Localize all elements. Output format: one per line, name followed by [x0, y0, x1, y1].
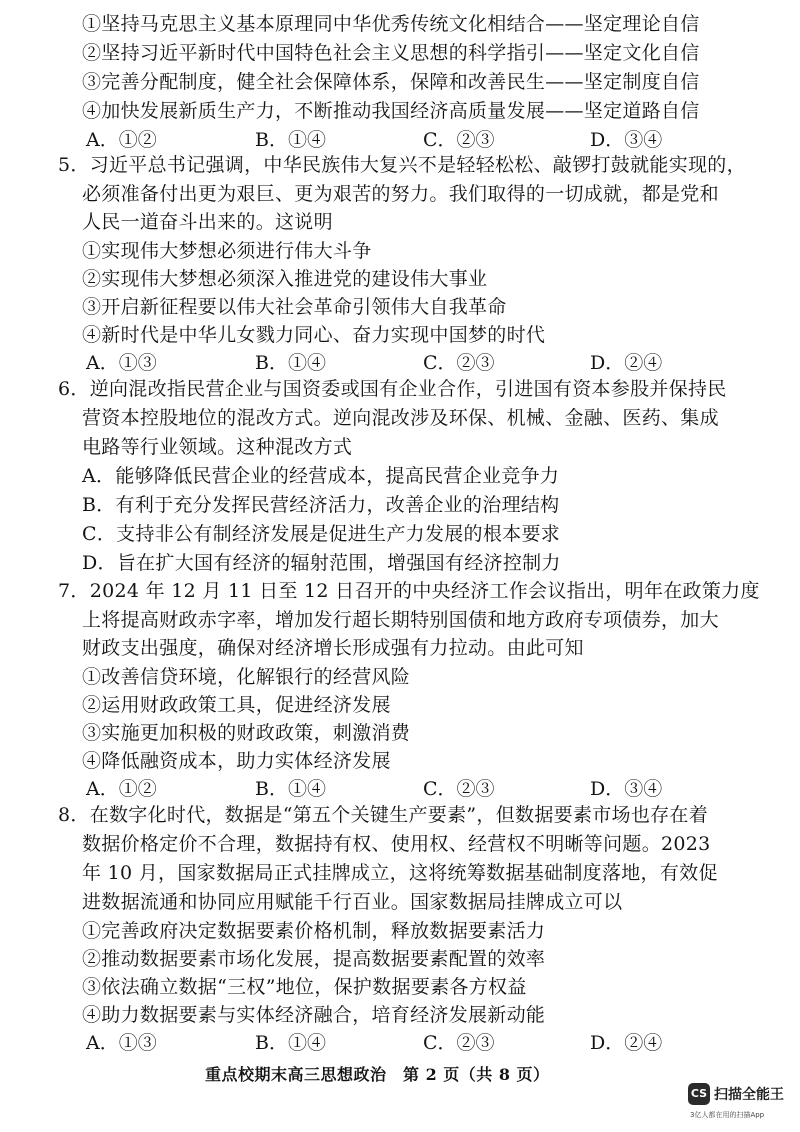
q5-statement-4: ④新时代是中华儿女戮力同心、奋力实现中国梦的时代 — [82, 324, 546, 346]
q5-option-c: C．②③ — [423, 352, 495, 374]
q4-statement-3: ③完善分配制度，健全社会保障体系，保障和改善民生——坚定制度自信 — [82, 71, 700, 93]
q7-option-c: C．②③ — [423, 778, 495, 800]
q7-option-a: A．①② — [86, 778, 157, 800]
q4-statement-4: ④加快发展新质生产力，不断推动我国经济高质量发展——坚定道路自信 — [82, 100, 700, 122]
q8-option-a: A．①③ — [86, 1032, 157, 1054]
q8-option-b: B．①④ — [255, 1032, 326, 1054]
camscanner-logo-icon: CS — [688, 1083, 710, 1105]
page-footer: 重点校期末高三思想政治 第 2 页（共 8 页） — [205, 1065, 550, 1084]
q7-option-b: B．①④ — [255, 778, 326, 800]
q6-stem-line-1: 6．逆向混改指民营企业与国资委或国有企业合作，引进国有资本参股并保持民 — [58, 378, 727, 400]
q6-option-a: A．能够降低民营企业的经营成本，提高民营企业竞争力 — [82, 465, 560, 487]
q5-statement-2: ②实现伟大梦想必须深入推进党的建设伟大事业 — [82, 268, 488, 290]
q8-stem-line-1: 8．在数字化时代，数据是“第五个关键生产要素”，但数据要素市场也存在着 — [58, 804, 709, 826]
q5-option-a: A．①③ — [86, 352, 157, 374]
q5-statement-1: ①实现伟大梦想必须进行伟大斗争 — [82, 240, 372, 262]
q7-option-d: D．③④ — [590, 778, 663, 800]
watermark-app-name: 扫描全能王 — [714, 1087, 784, 1103]
q8-stem-line-4: 进数据流通和协同应用赋能千行百业。国家数据局挂牌成立可以 — [82, 891, 623, 913]
q4-statement-2: ②坚持习近平新时代中国特色社会主义思想的科学指引——坚定文化自信 — [82, 42, 700, 64]
q4-statement-1: ①坚持马克思主义基本原理同中华优秀传统文化相结合——坚定理论自信 — [82, 13, 700, 35]
q8-stem-line-2: 数据价格定价不合理，数据持有权、使用权、经营权不明晰等问题。2023 — [82, 833, 711, 855]
q7-stem-line-2: 上将提高财政赤字率，增加发行超长期特别国债和地方政府专项债券，加大 — [82, 609, 719, 631]
q7-statement-3: ③实施更加积极的财政政策，刺激消费 — [82, 722, 411, 744]
q5-stem-line-2: 必须准备付出更为艰巨、更为艰苦的努力。我们取得的一切成就，都是党和 — [82, 183, 719, 205]
q7-statement-1: ①改善信贷环境，化解银行的经营风险 — [82, 666, 411, 688]
q7-statement-4: ④降低融资成本，助力实体经济发展 — [82, 750, 391, 772]
q6-stem-line-3: 电路等行业领域。这种混改方式 — [82, 436, 353, 458]
q8-option-c: C．②③ — [423, 1032, 495, 1054]
q4-option-b: B．①④ — [255, 129, 326, 151]
q8-statement-4: ④助力数据要素与实体经济融合，培育经济发展新动能 — [82, 1004, 546, 1026]
q8-option-d: D．②④ — [590, 1032, 663, 1054]
q7-stem-line-1: 7．2024 年 12 月 11 日至 12 日召开的中央经济工作会议指出，明年在政策力度 — [58, 580, 760, 602]
q5-statement-3: ③开启新征程要以伟大社会革命引领伟大自我革命 — [82, 296, 507, 318]
q8-statement-3: ③依法确立数据“三权”地位，保护数据要素各方权益 — [82, 976, 527, 998]
q5-option-b: B．①④ — [255, 352, 326, 374]
q6-option-c: C．支持非公有制经济发展是促进生产力发展的根本要求 — [82, 523, 561, 545]
q5-stem-line-3: 人民一道奋斗出来的。这说明 — [82, 211, 333, 233]
q5-stem-line-1: 5．习近平总书记强调，中华民族伟大复兴不是轻轻松松、敲锣打鼓就能实现的， — [58, 154, 746, 176]
q5-option-d: D．②④ — [590, 352, 663, 374]
q6-option-b: B．有利于充分发挥民营经济活力，改善企业的治理结构 — [82, 494, 560, 516]
q8-statement-1: ①完善政府决定数据要素价格机制，释放数据要素活力 — [82, 920, 546, 942]
watermark-tagline: 3亿人都在用的扫描App — [690, 1111, 765, 1119]
q7-statement-2: ②运用财政政策工具，促进经济发展 — [82, 694, 391, 716]
q8-statement-2: ②推动数据要素市场化发展，提高数据要素配置的效率 — [82, 948, 546, 970]
scanner-watermark — [688, 1083, 794, 1125]
q7-stem-line-3: 财政支出强度，确保对经济增长形成强有力拉动。由此可知 — [82, 637, 584, 659]
q6-stem-line-2: 营资本控股地位的混改方式。逆向混改涉及环保、机械、金融、医药、集成 — [82, 407, 719, 429]
q6-option-d: D．旨在扩大国有经济的辐射范围，增强国有经济控制力 — [82, 552, 561, 574]
q8-stem-line-3: 年 10 月，国家数据局正式挂牌成立，这将统筹数据基础制度落地，有效促 — [82, 862, 718, 884]
q4-option-a: A．①② — [86, 129, 157, 151]
q4-option-d: D．③④ — [590, 129, 663, 151]
q4-option-c: C．②③ — [423, 129, 495, 151]
